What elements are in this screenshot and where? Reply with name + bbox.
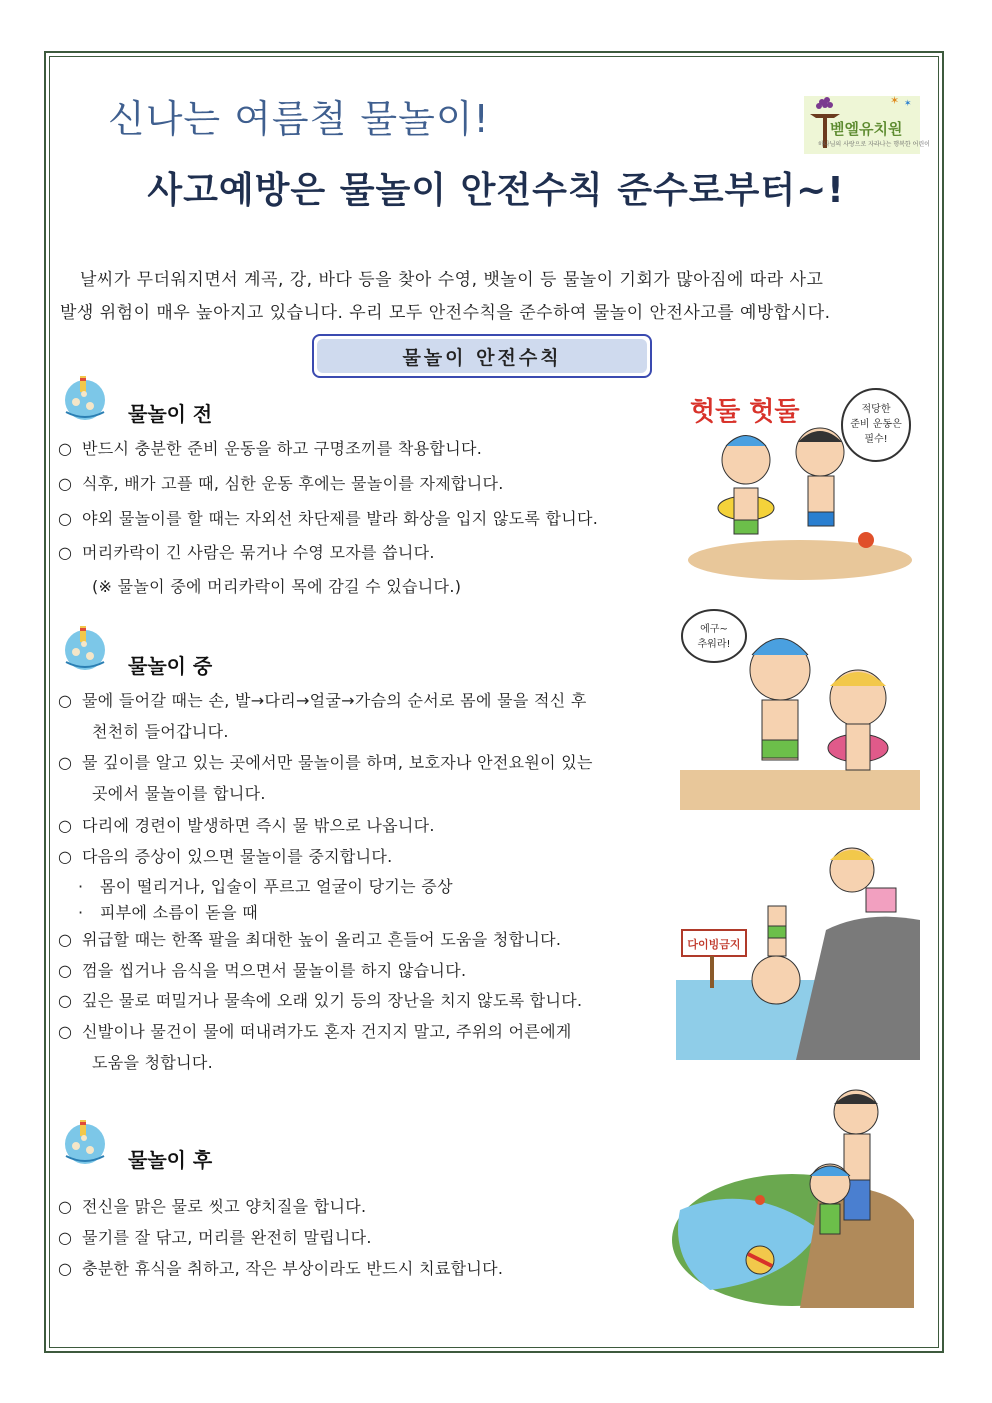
list-item-continuation: 천천히 들어갑니다. xyxy=(92,722,229,741)
list-item: ○ 식후, 배가 고플 때, 심한 운동 후에는 물놀이를 자제합니다. xyxy=(58,474,504,493)
beach-icon xyxy=(60,622,110,672)
list-item: ○ 물에 들어갈 때는 손, 발→다리→얼굴→가슴의 순서로 몸에 물을 적신 후 xyxy=(58,691,587,710)
warmup-cartoon xyxy=(686,380,914,580)
no-diving-sign: 다이빙금지 xyxy=(687,938,741,951)
svg-text:필수!: 필수! xyxy=(864,434,888,445)
logo-subtext: 하나님의 사랑으로 자라나는 행복한 어린이 xyxy=(818,141,930,148)
svg-text:적당한: 적당한 xyxy=(861,404,891,415)
list-item: ○ 깊은 물로 떠밀거나 물속에 오래 있기 등의 장난을 치지 않도록 합니다. xyxy=(58,991,583,1010)
list-item-continuation: 도움을 청합니다. xyxy=(92,1053,214,1072)
before-note: (※ 물놀이 중에 머리카락이 목에 감길 수 있습니다.) xyxy=(92,577,462,596)
list-item: ○ 위급할 때는 한쪽 팔을 최대한 높이 올리고 흔들어 도움을 청합니다. xyxy=(58,930,562,949)
diving-cartoon xyxy=(676,840,920,1060)
cartoon-sound-text: 헛둘 헛둘 xyxy=(690,397,800,427)
cold-water-cartoon xyxy=(680,600,920,810)
list-item: ○ 다음의 증상이 있으면 물놀이를 중지합니다. xyxy=(58,847,393,866)
svg-text:✶: ✶ xyxy=(904,99,912,109)
after-heading: 물놀이 후 xyxy=(128,1148,213,1172)
page-subtitle: 사고예방은 물놀이 안전수칙 준수로부터~! xyxy=(147,170,845,211)
list-item: ○ 머리카락이 긴 사람은 묶거나 수영 모자를 씁니다. xyxy=(58,543,435,562)
intro-paragraph xyxy=(60,264,900,330)
svg-text:✶: ✶ xyxy=(890,94,900,107)
list-item: ○ 반드시 충분한 준비 운동을 하고 구명조끼를 착용합니다. xyxy=(58,439,483,458)
safety-rules-title: 물놀이 안전수칙 xyxy=(317,339,647,373)
during-heading: 물놀이 중 xyxy=(128,654,213,678)
sub-item: · 몸이 떨리거나, 입술이 푸르고 얼굴이 당기는 증상 xyxy=(78,877,453,896)
list-item: ○ 신발이나 물건이 물에 떠내려가도 혼자 건지지 말고, 주위의 어른에게 xyxy=(58,1022,572,1041)
svg-text:준비 운동은: 준비 운동은 xyxy=(850,419,902,430)
list-item: ○ 물 깊이를 알고 있는 곳에서만 물놀이를 하며, 보호자나 안전요원이 있는 xyxy=(58,753,593,772)
page-title: 신나는 여름철 물놀이! xyxy=(108,97,490,141)
safety-rules-title-box xyxy=(312,334,652,378)
intro-line-2: 발생 위험이 매우 높아지고 있습니다. 우리 모두 안전수칙을 준수하여 물놀이 안전사고를 예방합시다. xyxy=(60,303,831,323)
sub-item: · 피부에 소름이 돋을 때 xyxy=(78,903,258,922)
intro-line-1: 날씨가 무더워지면서 계곡, 강, 바다 등을 찾아 수영, 뱃놀이 등 물놀이 기회가 많아짐에 따라 사고 xyxy=(80,270,824,290)
after-swim-cartoon xyxy=(670,1080,914,1308)
list-item: ○ 다리에 경련이 발생하면 즉시 물 밖으로 나옵니다. xyxy=(58,816,435,835)
list-item: ○ 전신을 맑은 물로 씻고 양치질을 합니다. xyxy=(58,1197,367,1216)
beach-icon xyxy=(60,372,110,422)
logo-text: 벧엘유치원 xyxy=(830,120,903,138)
svg-text:추워라!: 추워라! xyxy=(697,639,731,650)
list-item: ○ 껌을 씹거나 음식을 먹으면서 물놀이를 하지 않습니다. xyxy=(58,961,467,980)
beach-icon xyxy=(60,1116,110,1166)
svg-text:에구~: 에구~ xyxy=(700,624,728,635)
list-item: ○ 야외 물놀이를 할 때는 자외선 차단제를 발라 화상을 입지 않도록 합니다. xyxy=(58,509,599,528)
list-item: ○ 충분한 휴식을 취하고, 작은 부상이라도 반드시 치료합니다. xyxy=(58,1259,504,1278)
list-item: ○ 물기를 잘 닦고, 머리를 완전히 말립니다. xyxy=(58,1228,372,1247)
before-heading: 물놀이 전 xyxy=(128,402,213,426)
list-item-continuation: 곳에서 물놀이를 합니다. xyxy=(92,784,266,803)
